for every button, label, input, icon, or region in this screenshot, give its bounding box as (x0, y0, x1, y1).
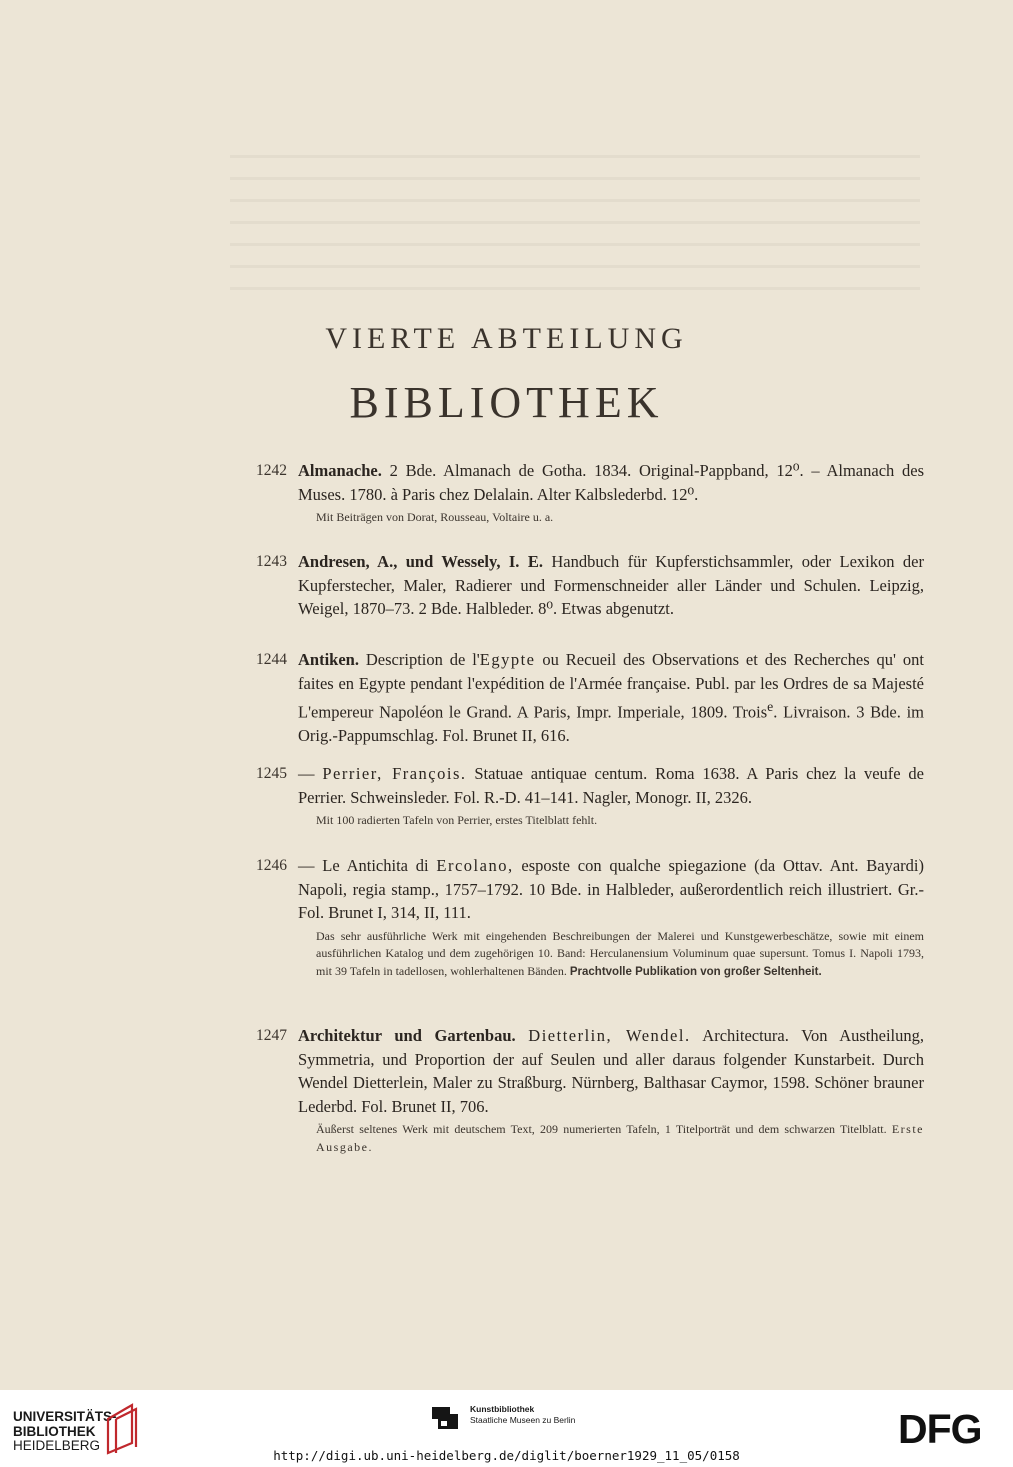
kunstbibliothek-text (470, 1404, 575, 1426)
catalog-entry-1242 (256, 459, 924, 527)
entry-text: Description de l' (365, 650, 480, 669)
entry-spaced-text: Dietterlin, Wendel. (528, 1026, 691, 1045)
entry-body (298, 648, 924, 748)
entry-number: 1247 (256, 1027, 287, 1044)
entry-body (298, 854, 924, 925)
entry-superscript: e (767, 699, 774, 714)
entry-spaced-text: Egypte (479, 650, 536, 669)
ub-line-3: HEIDELBERG (13, 1438, 101, 1453)
catalog-entry-1246 (256, 854, 924, 981)
entry-text: Handbuch für Kupferstichsammler, oder Lexikon der Kupferstecher, Maler, Radierer und Formenschneider aller Länder und Schulen. Leipzig, Weigel, 1870–73. 2 Bde. Halbleder. 8⁰. Etwas abgenutzt. (298, 552, 924, 618)
entry-number: 1243 (256, 553, 287, 570)
ub-line-1: UNIVERSITÄTS- (13, 1409, 117, 1424)
entry-title: Antiken. (298, 650, 359, 669)
entry-spaced-text: Ercolano, (436, 856, 514, 875)
kb-line-1: Kunstbibliothek (470, 1404, 535, 1414)
catalog-entry-1247 (256, 1024, 924, 1156)
entry-title: Architektur und Gartenbau. (298, 1026, 516, 1045)
entry-text: 2 Bde. Almanach de Gotha. 1834. Original-Pappband, 12⁰. – Almanach des Muses. 1780. à Paris chez Delalain. Alter Kalbslederbd. 12⁰. (298, 461, 924, 504)
entry-note (316, 928, 924, 982)
entry-text: Statuae antiquae centum. Roma 1638. A Paris chez la veufe de Perrier. Schweinsleder. Fol. R.-D. 41–141. Nagler, Monogr. II, 2326. (298, 764, 925, 807)
show-through-bleed (230, 155, 920, 305)
entry-number: 1245 (256, 765, 287, 782)
entry-text: — Le Antichita di (298, 856, 429, 875)
catalog-entry-1243 (256, 550, 924, 621)
entry-spaced-text: Perrier, François. (322, 764, 467, 783)
entry-number: 1246 (256, 857, 287, 874)
entry-note: Mit 100 radierten Tafeln von Perrier, erstes Titelblatt fehlt. (316, 813, 598, 827)
entry-number: 1242 (256, 462, 287, 479)
ub-line-2: BIBLIOTHEK (13, 1423, 96, 1439)
entry-text: ou Recueil des Observations et des Recherches qu' ont faites en Egypte pendant l'expédition de l'Armée française. Publ. par les Ordres de sa Majesté L'empereur Napoléon le Grand. A Paris, Impr. Imperiale, 1809. Trois (298, 650, 924, 722)
kb-line-2: Staatliche Museen zu Berlin (470, 1415, 576, 1425)
entry-note (316, 1121, 924, 1156)
entry-body (298, 459, 924, 506)
ub-heidelberg-logo-text[interactable] (13, 1410, 117, 1454)
permalink-url[interactable]: http://digi.ub.uni-heidelberg.de/diglit/boerner1929_11_05/0158 (273, 1448, 740, 1463)
entry-body (298, 1024, 924, 1118)
kunstbibliothek-logo-icon[interactable] (430, 1405, 460, 1431)
section-heading: VIERTE ABTEILUNG (325, 322, 688, 355)
entry-note: Mit Beiträgen von Dorat, Rousseau, Voltaire u. a. (316, 510, 554, 524)
dfg-logo[interactable]: DFG (898, 1406, 982, 1452)
entry-note-spaced: Erste Ausgabe. (316, 1122, 924, 1154)
entry-note-text: Das sehr ausführliche Werk mit eingehenden Beschreibungen der Malerei und Kunstgewerbeschätze, sowie mit einem ausführlichen Katalog und dem zugehörigen 10. Band: Herculanensium Voluminum quae supersunt. Tomus I. Napoli 1793, mit 39 Tafeln in tadellosen, wohlerhaltenen Bänden. (316, 928, 924, 978)
entry-body (298, 762, 924, 809)
entry-text: esposte con qualche spiegazione (da Ottav. Ant. Bayardi) Napoli, regia stamp., 1757–1792. 10 Bde. in Halbleder, außerordentlich reich illustriert. Gr.-Fol. Brunet I, 314, II, 111. (298, 856, 924, 922)
entry-text: . Livraison. 3 Bde. im Orig.-Pappumschlag. Fol. Brunet II, 616. (298, 702, 924, 745)
entry-body (298, 550, 924, 621)
entry-note-highlight: Prachtvolle Publikation von großer Seltenheit. (569, 965, 822, 978)
ditto-dash: — (298, 764, 315, 783)
catalog-entry-1244 (256, 648, 924, 748)
entry-text: Architectura. Von Austheilung, Symmetria, und Proportion der auf Seulen und aller daraus folgender Kunstarbeit. Durch Wendel Dietterlein, Maler zu Straßburg. Nürnberg, Balthasar Caymor, 1598. Schöner brauner Lederbd. Fol. Brunet II, 706. (298, 1026, 924, 1116)
entry-title: Andresen, A., und Wessely, I. E. (298, 552, 543, 571)
entry-note-text: Äußerst seltenes Werk mit deutschem Text, 209 numerierten Tafeln, 1 Titelporträt und dem schwarzen Titelblatt. (316, 1122, 887, 1136)
entry-title: Almanache. (298, 461, 382, 480)
page-title: BIBLIOTHEK (349, 378, 664, 427)
entry-number: 1244 (256, 651, 287, 668)
catalog-entry-1245 (256, 762, 924, 830)
